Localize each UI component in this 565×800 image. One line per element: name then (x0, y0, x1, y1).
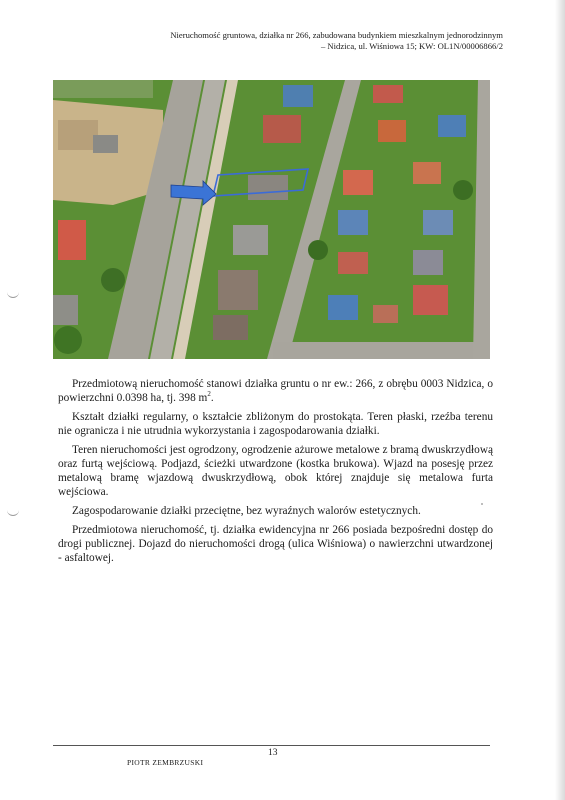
aerial-photo-drawing (53, 80, 490, 359)
header-line-1: Nieruchomość gruntowa, działka nr 266, zabudowana budynkiem mieszkalnym jednorodzinnym (170, 30, 503, 40)
punch-hole-mark (7, 290, 19, 298)
paragraph-shape: Kształt działki regularny, o kształcie zbliżonym do prostokąta. Teren płaski, rzeźba terenu nie ogranicza i nie utrudnia wykorzystania i zagospodarowania działki. (58, 411, 493, 437)
punch-hole-mark (7, 508, 19, 516)
paragraph-text: Przedmiotową nieruchomość stanowi działka gruntu o nr ew.: 266, z obrębu 0003 Nidzica, o powierzchni 0.0398 ha, tj. 398 m (58, 378, 493, 404)
description-body (58, 377, 493, 570)
paragraph-tail: . (210, 392, 214, 404)
page-edge-shadow (555, 0, 565, 800)
paragraph-plot-info (58, 377, 493, 405)
page-number: 13 (268, 748, 278, 758)
paragraph-access: Przedmiotowa nieruchomość, tj. działka ewidencyjna nr 266 posiada bezpośredni dostęp do drogi publicznej. Dojazd do nieruchomości drogą (ulica Wiśniowa) o nawierzchni utwardzonej - asfaltowej. (58, 524, 493, 564)
document-header (83, 30, 503, 52)
footer-author: PIOTR ZEMBRZUSKI (127, 758, 204, 767)
superscript: 2 (207, 390, 211, 399)
paragraph-development: Zagospodarowanie działki przeciętne, bez wyraźnych walorów estetycznych. (72, 505, 421, 517)
paragraph-fence: Teren nieruchomości jest ogrodzony, ogrodzenie ażurowe metalowe z bramą dwuskrzydłową oraz furtą wejściową. Podjazd, ścieżki utwardzone (kostka brukowa). Wjazd na posesję przez metalową bramę wjazdową dwuskrzydłową, obok której znajduje się metalowa furta wejściowa. (58, 444, 493, 498)
footer-divider (53, 745, 490, 746)
aerial-photo (53, 80, 490, 359)
header-line-2: – Nidzica, ul. Wiśniowa 15; KW: OL1N/00006866/2 (320, 41, 503, 51)
